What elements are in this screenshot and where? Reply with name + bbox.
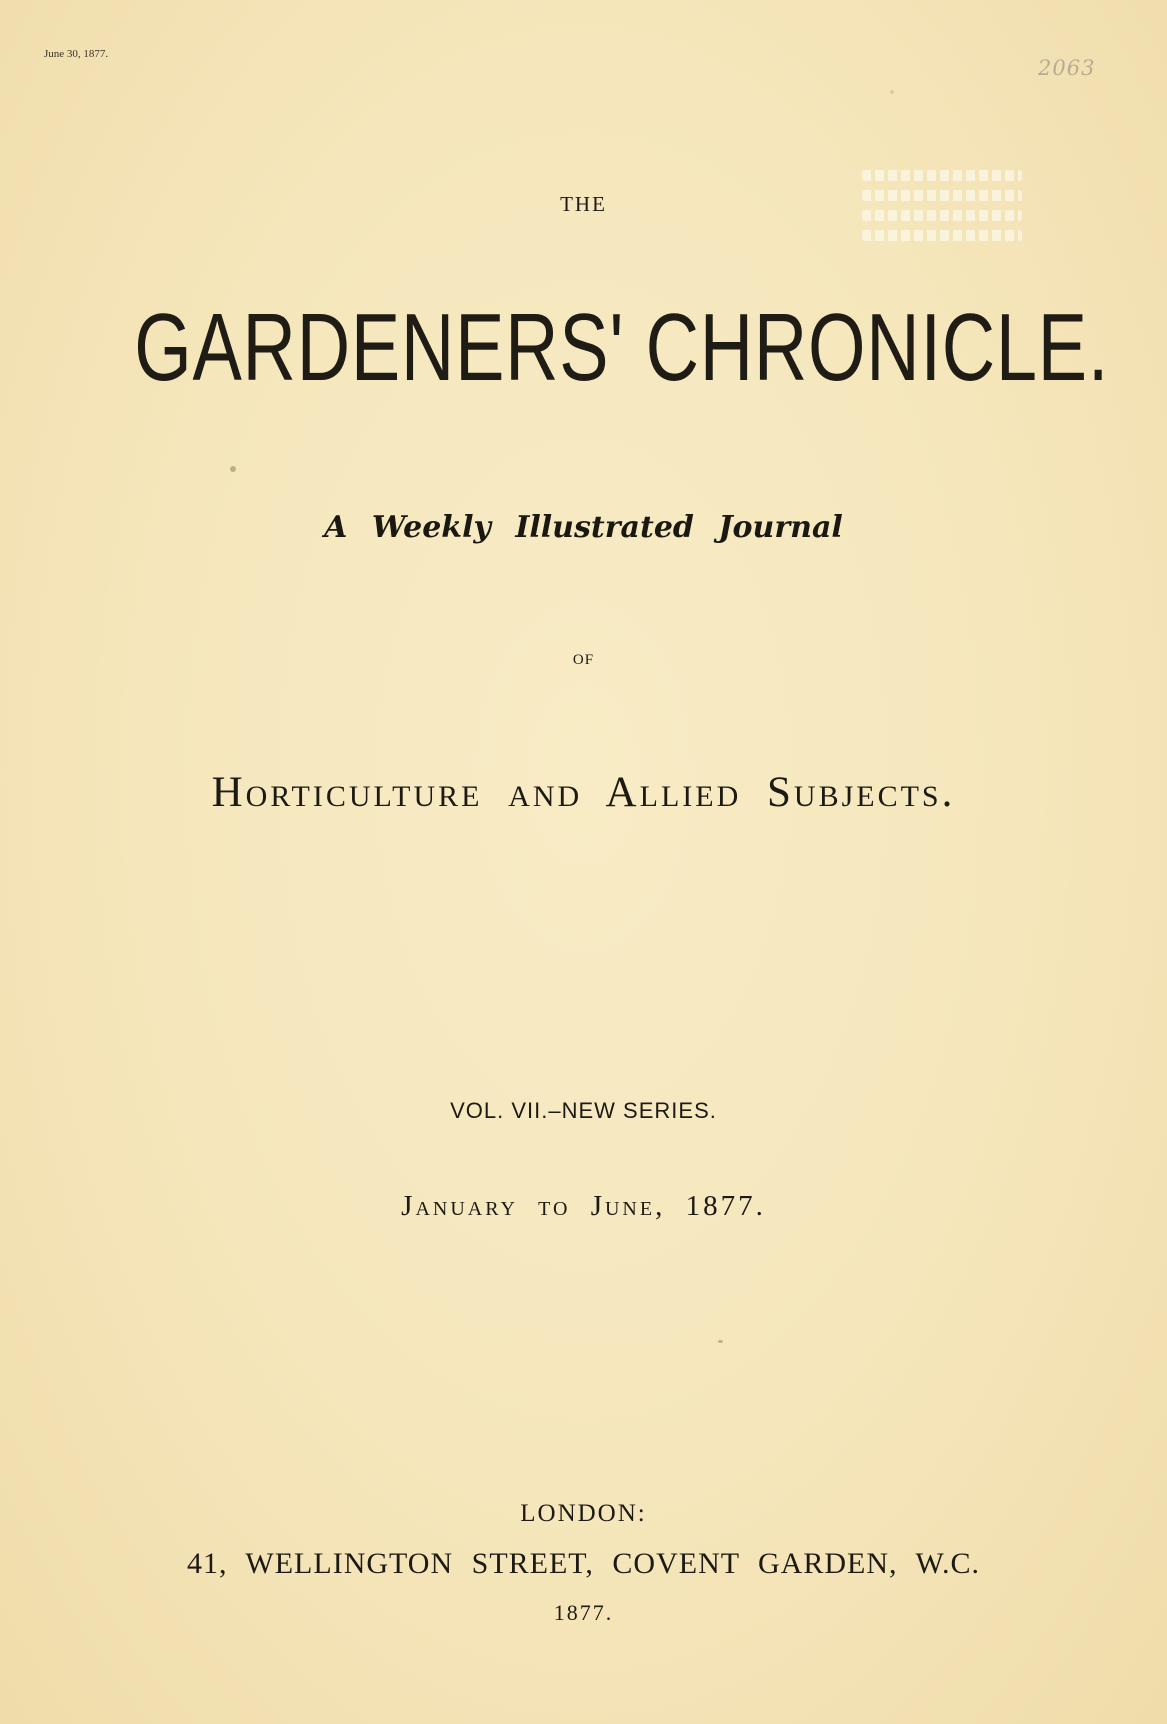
corner-date: June 30, 1877. [44,48,109,60]
journal-subject: Horticulture and Allied Subjects. [211,769,956,816]
volume-label: VOL. VII.–NEW SERIES. [450,1098,717,1123]
journal-subtitle: A Weekly Illustrated Journal [324,510,843,545]
paper-speck [718,1340,723,1343]
handwritten-accession-number: 2063 [1038,56,1096,80]
imprint-year: 1877. [553,1600,614,1625]
paper-speck [230,466,236,472]
subtitle-connector: OF [572,652,595,668]
imprint-address: 41, WELLINGTON STREET, COVENT GARDEN, W.C. [186,1547,981,1580]
title-article: THE [560,192,607,216]
journal-title: GARDENERS' CHRONICLE. [134,294,1110,401]
imprint-city: LONDON: [520,1500,647,1527]
date-range: January to June, 1877. [401,1190,766,1222]
paper-speck [890,90,894,94]
